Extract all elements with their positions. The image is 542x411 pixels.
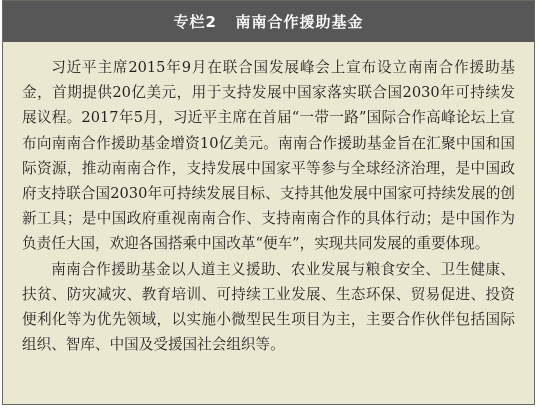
box-content [22, 55, 515, 357]
panel-number: 专栏2 [173, 13, 217, 31]
paragraph-2: 南南合作援助基金以人道主义援助、农业发展与粮食安全、卫生健康、扶贫、防灾减灾、教育培训、可持续工业发展、生态环保、贸易促进、投资便利化等为优先领域，以实施小微型民生项目为主，主要合作伙伴包括国际组织、智库、中国及受援国社会组织等。 [22, 260, 515, 354]
title-bar [3, 1, 534, 42]
paragraph-1: 习近平主席2015年9月在联合国发展峰会上宣布设立南南合作援助基金，首期提供20亿美元，用于支持发展中国家落实联合国2030年可持续发展议程。2017年5月，习近平主席在首届“一带一路”国际合作高峰论坛上宣布向南南合作援助基金增资10亿美元。南南合作援助基金旨在汇聚中国和国际资源，推动南南合作，支持发展中国家平等参与全球经济治理，是中国政府支持联合国2030年可持续发展目标、支持其他发展中国家可持续发展的创新工具；是中国政府重视南南合作、支持南南合作的具体行动；是中国作为负责任大国，欢迎各国搭乘中国改革“便车”，实现共同发展的重要体现。 [22, 59, 515, 253]
sidebar-box [2, 0, 535, 405]
panel-title: 南南合作援助基金 [235, 13, 364, 31]
